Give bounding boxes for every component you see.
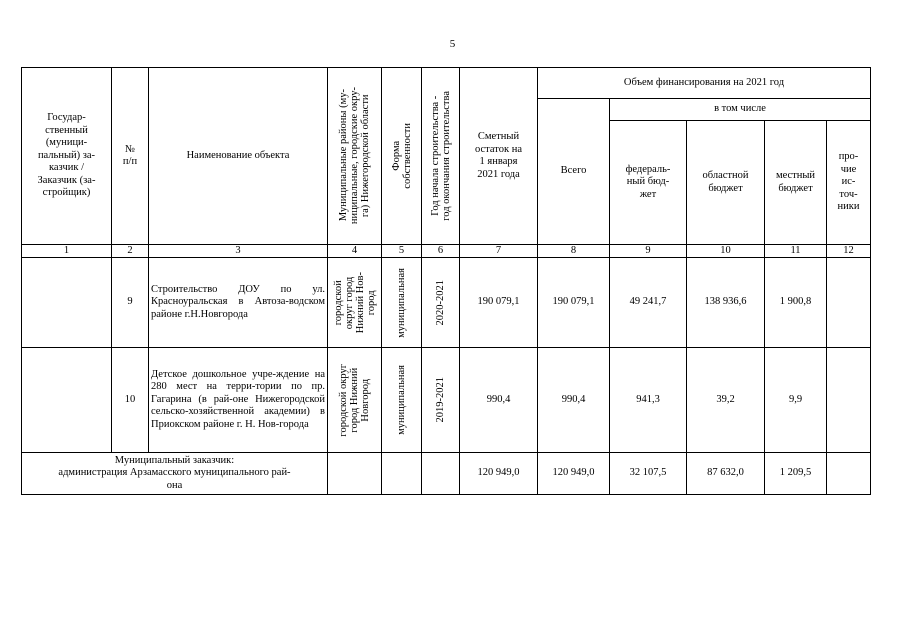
row-ownership: муниципальная [382, 348, 422, 453]
col-num: 2 [112, 245, 149, 258]
row-district: городской округ город Нижний Новгород [328, 348, 382, 453]
summary-row [22, 453, 871, 495]
summary-empty [422, 453, 460, 495]
row-local: 1 900,8 [765, 258, 827, 348]
row-district: городской округ город Нижний Нов- город [328, 258, 382, 348]
row-federal: 941,3 [610, 348, 687, 453]
header-number: № п/п [112, 68, 149, 245]
header-remainder: Сметный остаток на 1 января 2021 года [460, 68, 538, 245]
col-num: 5 [382, 245, 422, 258]
header-years: Год начала строительства - год окончания строительства [422, 68, 460, 245]
col-num: 10 [687, 245, 765, 258]
row-customer [22, 258, 112, 348]
row-regional: 39,2 [687, 348, 765, 453]
summary-label: Муниципальный заказчик: администрация Арзамасского муниципального рай- она [22, 453, 328, 495]
col-num: 12 [827, 245, 871, 258]
row-federal: 49 241,7 [610, 258, 687, 348]
row-years: 2019-2021 [422, 348, 460, 453]
summary-federal: 32 107,5 [610, 453, 687, 495]
header-ownership: Форма собственности [382, 68, 422, 245]
summary-remainder: 120 949,0 [460, 453, 538, 495]
summary-other [827, 453, 871, 495]
header-object-name: Наименование объекта [149, 68, 328, 245]
row-regional: 138 936,6 [687, 258, 765, 348]
row-other [827, 348, 871, 453]
col-num: 3 [149, 245, 328, 258]
col-num: 4 [328, 245, 382, 258]
row-number: 10 [112, 348, 149, 453]
summary-empty [328, 453, 382, 495]
row-total: 990,4 [538, 348, 610, 453]
col-num: 7 [460, 245, 538, 258]
header-total: Всего [538, 99, 610, 245]
summary-regional: 87 632,0 [687, 453, 765, 495]
row-other [827, 258, 871, 348]
summary-total: 120 949,0 [538, 453, 610, 495]
col-num: 6 [422, 245, 460, 258]
row-total: 190 079,1 [538, 258, 610, 348]
page-number: 5 [449, 38, 456, 50]
summary-local: 1 209,5 [765, 453, 827, 495]
header-districts: Муниципальные районы (му- ниципальные, городские окру- га) Нижегородской области [328, 68, 382, 245]
table-row [22, 348, 871, 453]
row-ownership: муниципальная [382, 258, 422, 348]
header-customer: Государ- ственный (муници- пальный) за- казчик / Заказчик (за- стройщик) [22, 68, 112, 245]
col-num: 11 [765, 245, 827, 258]
header-including: в том числе [610, 99, 871, 121]
row-number: 9 [112, 258, 149, 348]
row-customer [22, 348, 112, 453]
column-numbers-row [22, 245, 871, 258]
table-row [22, 258, 871, 348]
col-num: 9 [610, 245, 687, 258]
header-other: про- чие ис- точ- ники [827, 121, 871, 245]
header-local: местный бюджет [765, 121, 827, 245]
row-remainder: 990,4 [460, 348, 538, 453]
header-regional: областной бюджет [687, 121, 765, 245]
financing-table [21, 67, 871, 495]
col-num: 8 [538, 245, 610, 258]
row-local: 9,9 [765, 348, 827, 453]
row-object-name: Строительство ДОУ по ул. Красноуральская в Автоза-водском районе г.Н.Новгорода [149, 258, 328, 348]
header-federal: федераль- ный бюд- жет [610, 121, 687, 245]
col-num: 1 [22, 245, 112, 258]
row-remainder: 190 079,1 [460, 258, 538, 348]
header-funding-title: Объем финансирования на 2021 год [538, 68, 871, 99]
row-years: 2020-2021 [422, 258, 460, 348]
summary-empty [382, 453, 422, 495]
row-object-name: Детское дошкольное учре-ждение на 280 мест на терри-тории по пр. Гагарина (в рай-оне Нижегородской сельско-хозяйственной академии) в Приокском районе г. Н. Нов-города [149, 348, 328, 453]
